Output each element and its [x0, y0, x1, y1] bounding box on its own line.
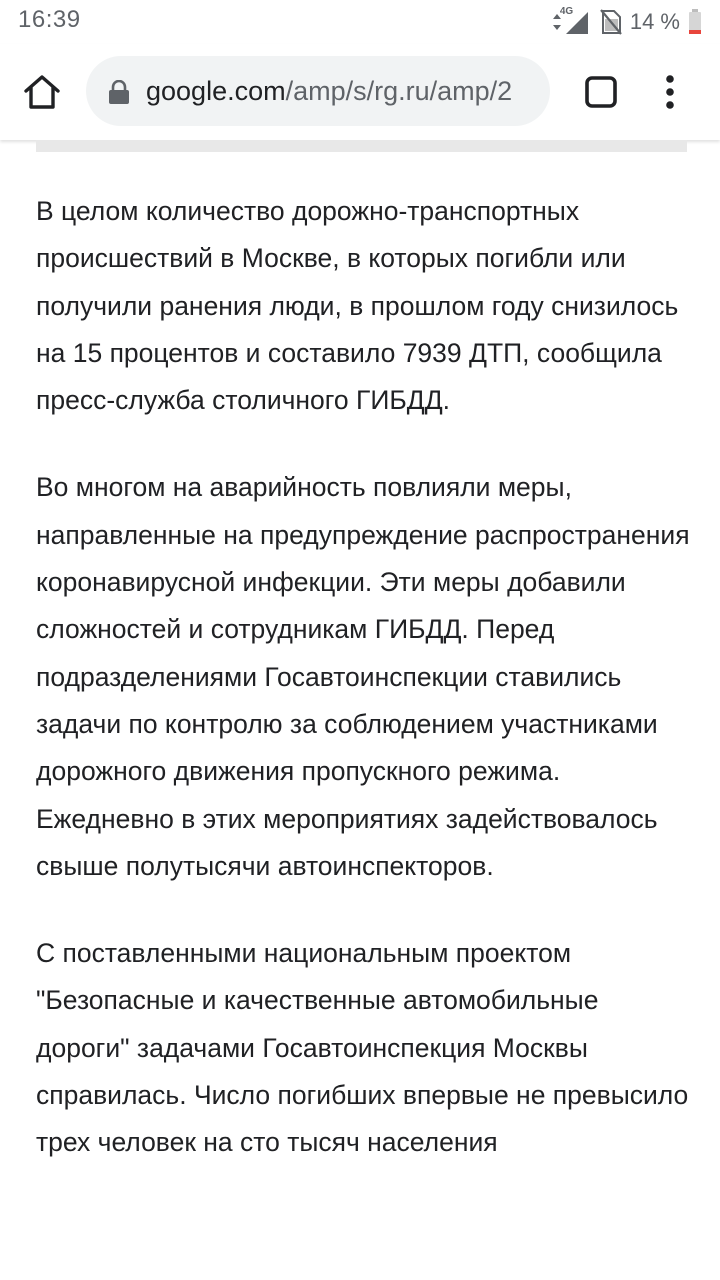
lock-icon[interactable] — [108, 80, 130, 104]
address-bar[interactable] — [86, 56, 550, 126]
more-menu-button[interactable] — [658, 72, 682, 112]
status-icons — [552, 6, 702, 38]
home-button[interactable] — [22, 72, 62, 112]
network-type: 4G — [559, 6, 574, 17]
article-body — [36, 188, 696, 1207]
signal-group — [552, 8, 592, 36]
browser-toolbar — [0, 44, 720, 140]
status-bar — [0, 0, 720, 44]
status-time: 16:39 — [18, 6, 81, 33]
tabs-button[interactable] — [584, 75, 618, 109]
url-domain: google.com — [146, 76, 286, 106]
page-content[interactable] — [0, 140, 720, 1280]
more-vert-icon — [658, 72, 682, 112]
battery-percent: 14 % — [629, 9, 680, 34]
battery-icon — [688, 9, 702, 35]
article-paragraph: Во многом на аварийность повлияли меры, направленные на предупреждение распространения коронавирусной инфекции. Эти меры добавили сложностей и сотрудникам ГИБДД. Перед подразделениями Госавтоинспекции ставились задачи по контролю за соблюдением участниками дорожного движения пропускного режима. Ежедневно в этих мероприятиях задействовалось свыше полутысячи автоинспекторов. — [36, 472, 690, 881]
no-sim-icon — [600, 9, 622, 35]
url-path: /amp/s/rg.ru/amp/2 — [285, 76, 513, 106]
signal-icon — [564, 10, 590, 36]
ad-banner-edge — [36, 140, 687, 152]
article-paragraph: В целом количество дорожно-транспортных происшествий в Москве, в которых погибли или получили ранения люди, в прошлом году снизилось на 15 процентов и составило 7939 ДТП, сообщила пресс-служба столичного ГИБДД. — [36, 196, 679, 416]
home-icon — [22, 72, 62, 112]
tabs-icon — [584, 75, 618, 109]
url-text[interactable] — [146, 76, 512, 107]
article-paragraph: С поставленными национальным проектом "Безопасные и качественные автомобильные дороги" задачами Госавтоинспекция Москвы справилась. Число погибших впервые не превысило трех человек на сто тысяч населения — [36, 938, 689, 1158]
